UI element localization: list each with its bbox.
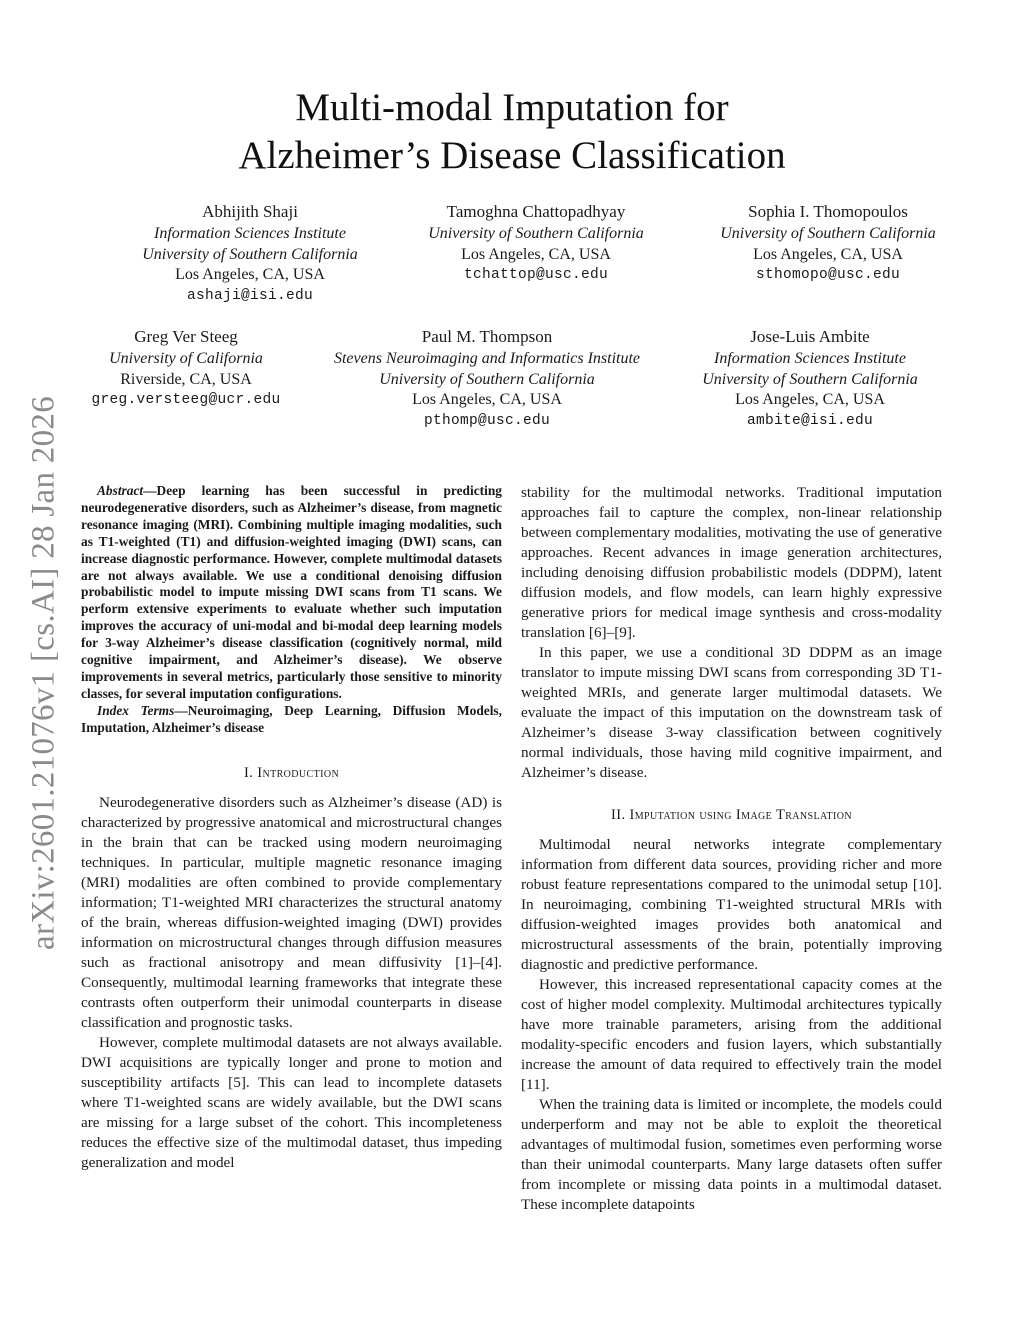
abstract-text: —Deep learning has been successful in predicting neurodegenerative disorders, such as Alzheimer’s disease, from magnetic resonance imaging (MRI). Combining multiple imaging modalities, such as T1-weighted (T1) and diffusion-weighted imaging (DWI) scans, can increase diagnostic performance. However, complete multimodal datasets are not always available. We use a conditional denoising diffusion probabilistic model to impute missing DWI scans from T1 scans. We perform extensive experiments to evaluate whether such imputation improves the accuracy of uni-modal and bi-modal deep learning models for 3-way Alzheimer’s disease classification (cognitively normal, mild cognitive impairment, and Alzheimer’s disease). We observe improvements in several metrics, particularly those sensitive to minority classes, for several imputation configurations. bbox=[81, 483, 502, 701]
intro-paragraph-2-continued: stability for the multimodal networks. Traditional imputation approaches fail to capture the complex, non-linear relationship between complementary modalities, motivating the use of generative approaches. Recent advances in image generation architectures, including denoising diffusion probabilistic models (DDPM), latent diffusion models, and flow models, can learn highly expressive generative priors for medical image synthesis and cross-modality translation [6]–[9]. bbox=[521, 484, 942, 641]
author-location: Riverside, CA, USA bbox=[120, 370, 252, 388]
index-terms bbox=[81, 703, 502, 737]
author-affiliation: University of Southern California bbox=[379, 370, 595, 388]
author-email[interactable]: pthomp@usc.edu bbox=[423, 413, 551, 430]
author-block-5 bbox=[312, 327, 662, 432]
author-affiliation: University of Southern California bbox=[142, 245, 358, 263]
author-location: Los Angeles, CA, USA bbox=[753, 245, 903, 263]
intro-paragraph-2: However, complete multimodal datasets are not always available. DWI acquisitions are typically longer and prone to motion and susceptibility artifacts [5]. This can lead to incomplete datasets where T1-weighted scans are widely available, but the DWI scans are missing for a large subset of the cohort. This incompleteness reduces the effective size of the multimodal dataset, thus impeding generalization and model bbox=[81, 1033, 502, 1171]
section-heading-imputation: II. Imputation using Image Translation bbox=[611, 807, 852, 823]
index-terms-text: —Neuroimaging, Deep Learning, Diffusion Models, Imputation, Alzheimer’s disease bbox=[81, 702, 502, 735]
author-email[interactable]: greg.versteeg@ucr.edu bbox=[91, 392, 281, 409]
author-affiliation: University of California bbox=[109, 349, 263, 367]
author-affiliation: Stevens Neuroimaging and Informatics Institute bbox=[333, 349, 641, 367]
abstract-label: Abstract bbox=[97, 483, 144, 498]
imputation-paragraph-3: When the training data is limited or incomplete, the models could underperform and may not be able to exploit the theoretical advantages of multimodal fusion, sometimes even performing worse than their unimodal counterparts. Many large datasets often suffer from incomplete or missing data points in a multimodal dataset. These incomplete datapoints bbox=[521, 1096, 942, 1213]
author-affiliation: Information Sciences Institute bbox=[154, 224, 346, 242]
imputation-paragraph-1: Multimodal neural networks integrate complementary information from different data sources, providing richer and more robust feature representations compared to the unimodal setup [10]. In neuroimaging, combining T1-weighted structural MRIs with diffusion-weighted images provides both anatomical and microstructural assessments of the brain, potentially improving diagnostic and predictive performance. bbox=[521, 836, 942, 973]
author-location: Los Angeles, CA, USA bbox=[175, 266, 325, 284]
section-heading-introduction: I. Introduction bbox=[243, 764, 340, 781]
author-affiliation: University of Southern California bbox=[428, 224, 644, 242]
author-name: Sophia I. Thomopoulos bbox=[748, 202, 908, 221]
left-column bbox=[81, 483, 502, 1173]
author-block-6 bbox=[660, 327, 960, 432]
title-line-1: Multi-modal Imputation for bbox=[295, 86, 729, 129]
author-name: Paul M. Thompson bbox=[421, 327, 553, 346]
author-name: Abhijith Shaji bbox=[202, 202, 298, 221]
arxiv-identifier-stamp bbox=[22, 378, 66, 968]
paper-title bbox=[0, 84, 1024, 180]
imputation-paragraph-2: However, this increased representational capacity comes at the cost of higher model complexity. Multimodal architectures typically have more trainable parameters, arising from the additional modality-specific encoders and fusion layers, which substantially increase the amount of data required to effectively train the model [11]. bbox=[521, 976, 942, 1093]
right-column bbox=[521, 483, 942, 1215]
author-name: Tamoghna Chattopadhyay bbox=[446, 202, 626, 221]
author-location: Los Angeles, CA, USA bbox=[735, 391, 885, 409]
index-terms-label: Index Terms bbox=[97, 702, 175, 718]
author-block-4 bbox=[56, 327, 316, 411]
author-location: Los Angeles, CA, USA bbox=[412, 391, 562, 409]
author-email[interactable]: ambite@isi.edu bbox=[746, 413, 874, 430]
arxiv-id-text: arXiv:2601.21076v1 [cs.AI] 28 Jan 2026 bbox=[25, 396, 62, 950]
intro-paragraph-3: In this paper, we use a conditional 3D DDPM as an image translator to impute missing DWI scans from corresponding 3D T1-weighted MRIs, and generate larger multimodal datasets. We evaluate the impact of this imputation on the downstream task of Alzheimer’s disease 3-way classification between cognitively normal individuals, those having mild cognitive impairment, and Alzheimer’s disease. bbox=[521, 644, 942, 781]
intro-paragraph-1: Neurodegenerative disorders such as Alzheimer’s disease (AD) is characterized by progressive anatomical and microstructural changes in the brain that can be tracked using modern neuroimaging techniques. In particular, multiple magnetic resonance imaging (MRI) modalities are often combined to provide complementary information; T1-weighted MRI characterizes the structural anatomy of the brain, whereas diffusion-weighted imaging (DWI) provides information on microstructural changes through diffusion measures such as fractional anisotropy and mean diffusivity [1]–[4]. Consequently, multimodal learning frameworks that integrate these contrasts often outperform their unimodal counterparts in disease classification and prognostic tasks. bbox=[81, 793, 502, 1031]
author-affiliation: University of Southern California bbox=[702, 370, 918, 388]
author-affiliation: Information Sciences Institute bbox=[714, 349, 906, 367]
author-block-1 bbox=[100, 202, 400, 307]
author-email[interactable]: ashaji@isi.edu bbox=[186, 288, 314, 305]
author-email[interactable]: tchattop@usc.edu bbox=[463, 267, 609, 284]
title-line-2: Alzheimer’s Disease Classification bbox=[238, 134, 786, 177]
author-name: Jose-Luis Ambite bbox=[750, 327, 870, 346]
abstract bbox=[81, 483, 502, 703]
author-block-2 bbox=[380, 202, 692, 286]
author-email[interactable]: sthomopo@usc.edu bbox=[755, 267, 901, 284]
author-affiliation: University of Southern California bbox=[720, 224, 936, 242]
author-block-3 bbox=[672, 202, 984, 286]
author-location: Los Angeles, CA, USA bbox=[461, 245, 611, 263]
author-name: Greg Ver Steeg bbox=[134, 327, 238, 346]
